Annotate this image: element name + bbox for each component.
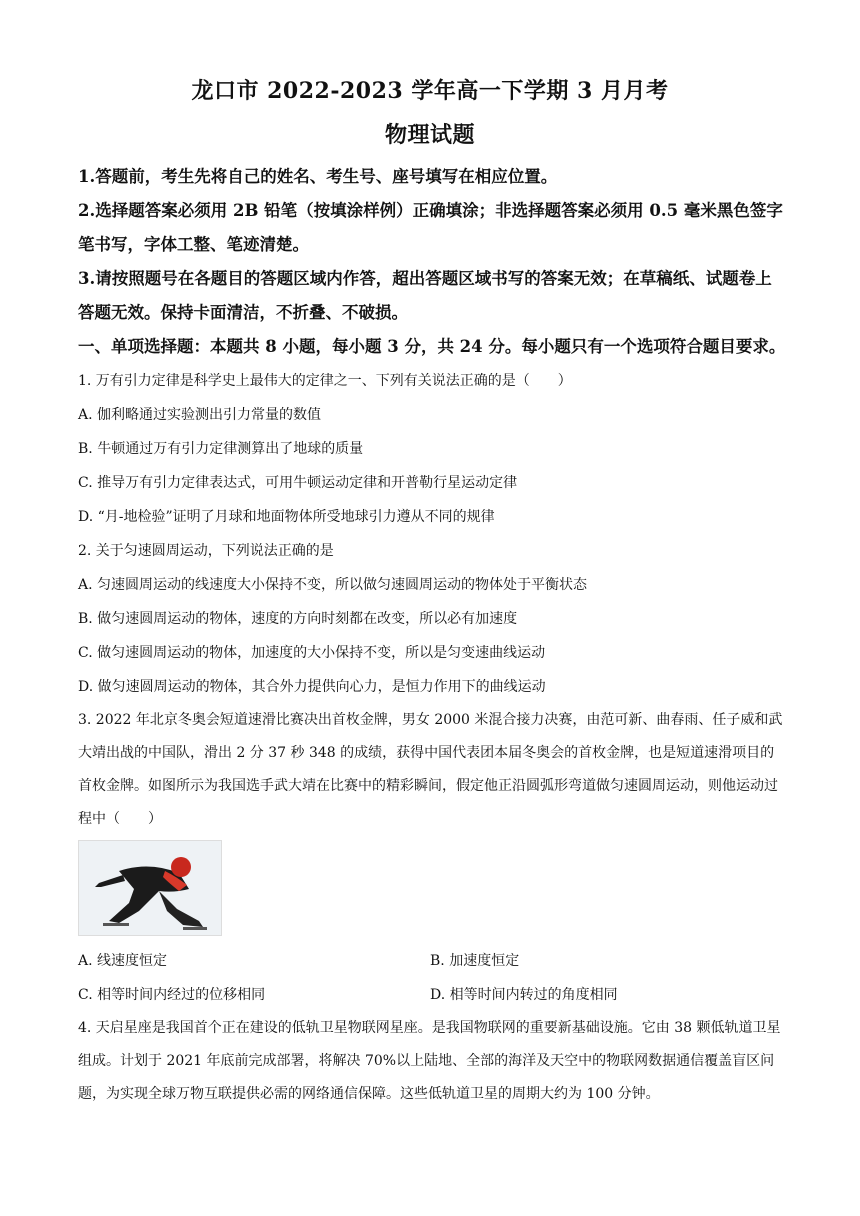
skater-figure-icon <box>79 841 221 935</box>
q3-stem: 3. 2022 年北京冬奥会短道速滑比赛决出首枚金牌，男女 2000 米混合接力决赛，由范可新、曲春雨、任子威和武大靖出战的中国队，滑出 2 分 37 秒 348 的成绩，获得中国代表团本届冬奥会的首枚金牌，也是短道速滑项目的首枚金牌。如图所示为我国选手武大靖在比赛中的精彩瞬间，假定他正沿圆弧形弯道做匀速圆周运动，则他运动过程中（ ） <box>78 712 783 827</box>
instruction-3: 3.请按照题号在各题目的答题区域内作答，超出答题区域书写的答案无效；在草稿纸、试题卷上答题无效。保持卡面清洁，不折叠、不破损。 <box>78 269 772 322</box>
q3-option-d: D. 相等时间内转过的角度相同 <box>430 987 618 1003</box>
q3-option-b: B. 加速度恒定 <box>430 953 520 969</box>
section-heading: 一、单项选择题：本题共 8 小题，每小题 3 分，共 24 分。每小题只有一个选项符合题目要求。 <box>78 337 786 356</box>
questions <box>78 364 788 1111</box>
q2-option-b: B. 做匀速圆周运动的物体，速度的方向时刻都在改变，所以必有加速度 <box>78 611 518 627</box>
q2-option-c: C. 做匀速圆周运动的物体，加速度的大小保持不变，所以是匀变速曲线运动 <box>78 645 546 661</box>
instructions <box>78 160 788 364</box>
q3-option-c: C. 相等时间内经过的位移相同 <box>78 987 266 1003</box>
q1-option-c: C. 推导万有引力定律表达式，可用牛顿运动定律和开普勒行星运动定律 <box>78 475 518 491</box>
q2-stem: 2. 关于匀速圆周运动，下列说法正确的是 <box>78 543 334 559</box>
q3-options-row-2 <box>78 978 788 1012</box>
q4-stem: 4. 天启星座是我国首个正在建设的低轨卫星物联网星座。是我国物联网的重要新基础设施。它由 38 颗低轨道卫星组成。计划于 2021 年底前完成部署，将解决 70%以上陆地、全部的海洋及天空中的物联网数据通信覆盖盲区问题，为实现全球万物互联提供必需的网络通信保障。这些低轨道卫星的周期大约为 100 分钟。 <box>78 1020 781 1102</box>
speed-skater-photo <box>78 840 222 936</box>
exam-title: 龙口市 2022-2023 学年高一下学期 3 月月考 <box>191 78 669 104</box>
q1-option-a: A. 伽利略通过实验测出引力常量的数值 <box>78 407 322 423</box>
q1-stem: 1. 万有引力定律是科学史上最伟大的定律之一、下列有关说法正确的是（ ） <box>78 373 572 389</box>
q3-option-a: A. 线速度恒定 <box>78 953 168 969</box>
q2-option-a: A. 匀速圆周运动的线速度大小保持不变，所以做匀速圆周运动的物体处于平衡状态 <box>78 577 588 593</box>
q2-option-d: D. 做匀速圆周运动的物体，其合外力提供向心力，是恒力作用下的曲线运动 <box>78 679 546 695</box>
instruction-2: 2.选择题答案必须用 2B 铅笔（按填涂样例）正确填涂；非选择题答案必须用 0.5 毫米黑色签字笔书写，字体工整、笔迹清楚。 <box>78 201 783 254</box>
q1-option-d: D. “月-地检验”证明了月球和地面物体所受地球引力遵从不同的规律 <box>78 509 495 525</box>
instruction-1: 1.答题前，考生先将自己的姓名、考生号、座号填写在相应位置。 <box>78 167 558 186</box>
exam-subtitle: 物理试题 <box>384 122 475 148</box>
q1-option-b: B. 牛顿通过万有引力定律测算出了地球的质量 <box>78 441 364 457</box>
q3-options-row-1 <box>78 944 788 978</box>
